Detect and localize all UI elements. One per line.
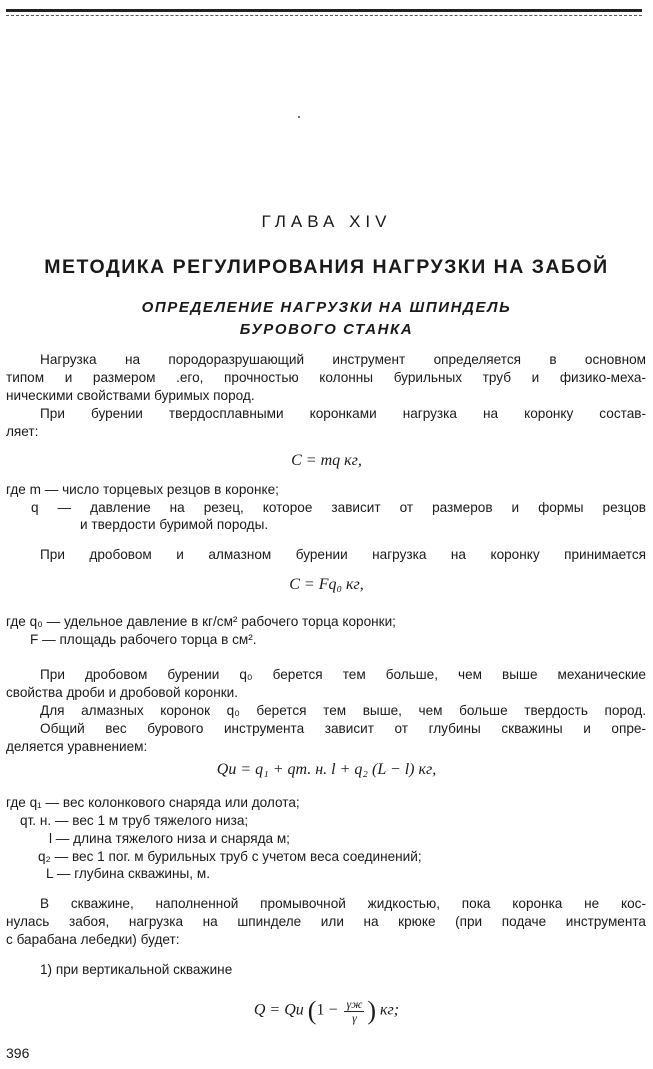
subtitle-line-1: ОПРЕДЕЛЕНИЕ НАГРУЗКИ НА ШПИНДЕЛЬ [141,299,512,316]
para7-line-3: с барабана лебедки) будет: [6,932,180,947]
where2-line-1: где q₀ — удельное давление в кг/см² рабочего торца коронки; [6,614,396,629]
formula-4-one: 1 − [316,1001,338,1019]
where3-line-5: L — глубина скважины, м. [46,866,210,881]
para7-line-1: В скважине, наполненной промывочной жидкостью, пока коронка не кос- [40,896,646,911]
right-paren: ) [367,996,377,1025]
formula-4-lhs: Q = Qи [253,1001,304,1019]
para7-line-2: нулась забоя, нагрузка на шпинделе или на крюке (при подаче инструмента [6,914,646,929]
formula-2: C = Fq₀ кг, [289,576,364,593]
para6-line-2: деляется уравнением: [6,739,148,754]
formula-3: Qи = q₁ + qт. н. l + q₂ (L − l) кг, [216,761,437,778]
para3: При дробовом и алмазном бурении нагрузка на коронку принимается [40,547,646,562]
para2-line-1: При бурении твердосплавными коронками нагрузка на коронку состав- [40,406,646,421]
para4-line-2: свойства дроби и дробовой коронки. [6,685,239,700]
para6-line-1: Общий вес бурового инструмента зависит от глубины скважины и опре- [40,721,646,736]
subtitle-line-2: БУРОВОГО СТАНКА [239,321,414,338]
where1-line-3: и твердости буримой породы. [80,517,269,532]
density-fraction [344,998,364,1025]
page-number: 396 [6,1045,30,1061]
chapter-heading: ГЛАВА XIV [261,212,392,231]
top-rule [6,9,642,12]
where1-line-2: q — давление на резец, которое зависит от размеров и формы резцов [31,500,646,515]
para4-line-1: При дробовом бурении q₀ берется тем больше, чем выше механические [40,667,646,682]
para1-line-3: ническими свойствами буримых пород. [6,388,255,403]
where3-line-1: где q₁ — вес колонкового снаряда или долота; [6,795,300,810]
formula-1: C = mq кг, [291,452,362,469]
speck [298,116,300,118]
top-rule-dashed [6,15,642,17]
list-item-1: 1) при вертикальной скважине [40,962,233,977]
where3-line-3: l — длина тяжелого низа и снаряда м; [49,831,290,846]
fraction-numerator: γж [346,996,363,1011]
where3-line-4: q₂ — вес 1 пог. м бурильных труб с учетом веса соединений; [38,849,422,864]
where1-line-1: где m — число торцевых резцов в коронке; [6,482,279,497]
where2-line-2: F — площадь рабочего торца в см². [30,632,257,647]
formula-4 [0,996,653,1026]
para1-line-2: типом и размером .его, прочностью колонны бурильных труб и физико-меха- [6,370,646,385]
para1-line-1: Нагрузка на породоразрушающий инструмент определяется в основном [40,352,646,367]
chapter-title: МЕТОДИКА РЕГУЛИРОВАНИЯ НАГРУЗКИ НА ЗАБОЙ [44,256,609,278]
where3-line-2: qт. н. — вес 1 м труб тяжелого низа; [20,813,249,828]
left-paren: ( [307,996,317,1025]
section-subtitle [0,297,653,341]
para5: Для алмазных коронок q₀ берется тем выше, чем больше твердость пород. [40,703,646,718]
formula-4-unit: кг; [380,1001,400,1019]
para2-line-2: ляет: [6,424,39,439]
fraction-denominator: γ [352,1010,357,1025]
